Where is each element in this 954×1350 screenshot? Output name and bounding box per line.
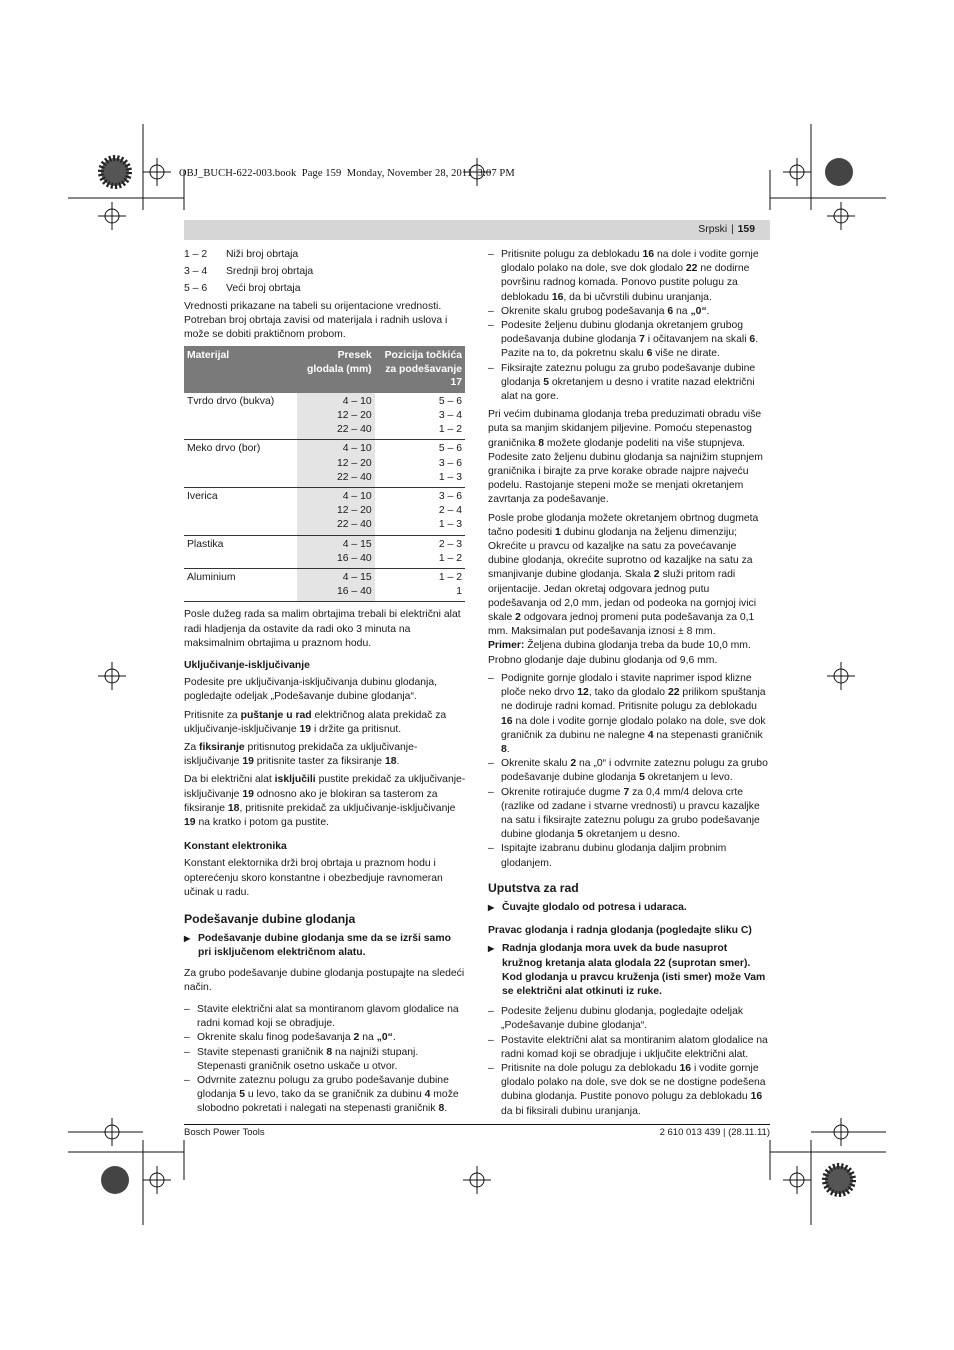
header-page xyxy=(600,220,755,240)
dash-bullet: – xyxy=(488,843,494,855)
list-item xyxy=(488,786,770,843)
direction-warning-text: Radnja glodanja mora uvek da bude nasuprot kružnog kretanja alata glodala 22 (suprotan smer). Kod glodanja u pravcu kruženja (isti smer) može Vam se električni alat otkinuti iz ruke. xyxy=(502,943,766,997)
speed-level-row xyxy=(184,248,466,262)
list-item xyxy=(184,1074,466,1117)
onoff-p2: Pritisnite za puštanje u rad električnog alata prekidač za uključivanje-isključivanje 19 i držite ga pritisnut. xyxy=(184,709,447,735)
list-item-text: Pritisnite na dole polugu za deblokadu 16 i vodite gornje glodalo polako na dole, sve dok se ne dostigne podešena dubina glodanja. Pustite ponovo polugu za deblokadu 16 da bi fiksirali dubinu uranjanja. xyxy=(501,1062,766,1117)
list-item-text: Postavite električni alat sa montiranim alatom glodalice na radni komad koji se obradjuje i uključite električni alat. xyxy=(501,1034,768,1060)
list-item-text: Okrenite skalu grubog podešavanja 6 na „0“. xyxy=(501,305,710,317)
list-item-text: Pritisnite polugu za deblokadu 16 na dole i vodite gornje glodalo polako na dole, sve dok glodalo 22 ne dodirne površinu radnog komada. Ponovo pustite polugu za deblokadu 16, da bi učvrstili dubinu uranjanja. xyxy=(501,249,759,303)
table-row xyxy=(184,440,465,488)
dash-bullet: – xyxy=(488,305,494,317)
dash-bullet: – xyxy=(488,758,494,770)
cell-position: 3 – 6 2 – 4 1 – 3 xyxy=(375,487,465,535)
warning-triangle-icon: ▶ xyxy=(488,944,495,954)
const-paragraph: Konstant elektornika drži broj obrtaja u praznom hodu i opterećenju skoro konstantne i obezbedjuje ravnomeran učinak u radu. xyxy=(184,858,443,898)
dash-bullet: – xyxy=(488,1062,494,1074)
speed-level-row xyxy=(184,282,466,296)
list-item xyxy=(488,757,770,785)
list-item-text: Fiksirajte zateznu polugu za grubo podešavanje dubine glodanja 5 okretanjem u desno i vratite nazad električni alat na gore. xyxy=(501,362,756,403)
speed-level-label: Niži broj obrtaja xyxy=(226,249,299,260)
depth-warning-text: Podešavanje dubine glodanja sme da se izrši samo pri isključenom električnom alatu. xyxy=(198,933,451,959)
direction-warning xyxy=(488,942,770,999)
trial-paragraph: Posle probe glodanja možete okretanjem obrtnog dugmeta tačno podesiti 1 dubinu glodanja na željenu dimenziju; Okrećite u pravcu od kazaljke na satu za povećavanje dubine glodanja, okrećite suprotno od kazaljke na satu za smanjivanje dubine glodanja. Skala 2 služi pritom radi orijentacije. Jedan okretaj odgovara jednog putu podešavanja od 2,0 mm, jedan od podeoka na gornjoj ivici skale 2 odgovara jednoj promeni puta podešavanja za 0,1 mm. Maksimalan put podešavanja iznosi ± 8 mm. xyxy=(488,512,759,638)
steps-a xyxy=(488,248,770,404)
list-item xyxy=(488,1005,770,1033)
dash-bullet: – xyxy=(488,672,494,684)
depth-warning xyxy=(184,932,466,960)
list-item xyxy=(488,1034,770,1062)
list-item-text: Stavite stepenasti graničnik 8 na najniži stupanj. Stepenasti graničnik osetno uskače u otvor. xyxy=(197,1046,419,1072)
steps-b xyxy=(488,672,770,871)
onoff-p4: Da bi električni alat isključili pustite prekidač za uključivanje-isključivanje 19 odnosno ako je blokiran sa tasterom za fiksiranje 18, pritisnite prekidač za uključivanje-isključivanje 19 na kratko i potom ga pustite. xyxy=(184,774,466,828)
cell-material: Iverica xyxy=(184,487,297,535)
dash-bullet: – xyxy=(184,1075,190,1087)
header-page-number: 159 xyxy=(737,224,755,235)
cell-diameter: 4 – 15 16 – 40 xyxy=(297,568,374,601)
print-info: OBJ_BUCH-622-003.book Page 159 Monday, November 28, 2011 3:07 PM xyxy=(179,168,515,179)
cell-material: Plastika xyxy=(184,535,297,568)
list-item xyxy=(184,1046,466,1074)
speed-level-label: Veći broj obrtaja xyxy=(226,283,301,295)
list-item xyxy=(488,842,770,870)
usage-warning-text: Čuvajte glodalo od potresa i udaraca. xyxy=(502,901,687,913)
dash-bullet: – xyxy=(184,1046,190,1058)
depth-intro: Za grubo podešavanje dubine glodanja postupajte na sledeći način. xyxy=(184,967,465,993)
dash-bullet: – xyxy=(184,1004,190,1016)
list-item xyxy=(488,1062,770,1119)
cell-diameter: 4 – 10 12 – 20 22 – 40 xyxy=(297,487,374,535)
cell-position: 5 – 6 3 – 6 1 – 3 xyxy=(375,440,465,488)
footer-left: Bosch Power Tools xyxy=(184,1127,265,1138)
dash-bullet: – xyxy=(488,249,494,260)
table-header-position: Pozicija točkića za podešavanje 17 xyxy=(375,346,465,393)
table-row xyxy=(184,393,465,440)
steps-c xyxy=(488,1005,770,1119)
dash-bullet: – xyxy=(488,1006,494,1018)
list-item-text: Stavite električni alat sa montiranom glavom glodalice na radni komad koji se obradjuje. xyxy=(197,1004,459,1030)
cell-diameter: 4 – 15 16 – 40 xyxy=(297,535,374,568)
list-item xyxy=(488,248,770,305)
table-row xyxy=(184,535,465,568)
const-title: Konstant elektronika xyxy=(184,841,287,853)
list-item xyxy=(488,305,770,319)
dash-bullet: – xyxy=(488,1034,494,1046)
list-item xyxy=(184,1003,466,1031)
cell-material: Aluminium xyxy=(184,568,297,601)
example-paragraph: Primer: Željena dubina glodanja treba da bude 10,0 mm. Probno glodanje daje dubinu glodanja od 9,6 mm. xyxy=(488,640,751,666)
usage-title: Uputstva za rad xyxy=(488,880,579,895)
footer-right: 2 610 013 439 | (28.11.11) xyxy=(659,1127,770,1138)
cell-position: 1 – 2 1 xyxy=(375,568,465,601)
speed-level-key: 1 – 2 xyxy=(184,249,208,260)
list-item-text: Okrenite rotirajuće dugme 7 za 0,4 mm/4 delova crte (razlike od zadane i stvarne vrednosti) u pravcu kazaljke na satu i fiksirajte zateznu polugu za grubo podešavanje dubine glodanja 5 okretanjem u desno. xyxy=(501,786,760,841)
dash-bullet: – xyxy=(488,320,494,332)
speed-level-row xyxy=(184,265,466,279)
list-item-text: Podesite željenu dubinu glodanja, pogledajte odeljak „Podešavanje dubine glodanja“. xyxy=(501,1006,744,1032)
speed-levels xyxy=(184,248,466,297)
onoff-title: Uključivanje-isključivanje xyxy=(184,659,310,671)
list-item xyxy=(488,362,770,405)
depth-title: Podešavanje dubine glodanja xyxy=(184,912,356,927)
right-column xyxy=(488,248,770,1119)
warning-triangle-icon: ▶ xyxy=(488,902,495,912)
after-table-paragraph: Posle dužeg rada sa malim obrtajima trebali bi električni alat radi hladjenja da ostavite da radi oko 3 minuta na maksimalnim obrtajima u praznom hodu. xyxy=(184,609,461,649)
dash-bullet: – xyxy=(488,786,494,798)
warning-triangle-icon: ▶ xyxy=(184,934,191,944)
multi-paragraph: Pri većim dubinama glodanja treba preduzimati obradu više puta sa manjim skidanjem piljevine. Pomoću stepenastog graničnika 8 možete glodanje podeliti na više stupnjeva. Podesite zato željenu dubinu glodanja sa najnižim stupnjem graničnika i birajte za prve korake obrade najpre najveću podelu. Rastojanje stepeni može se menjati okretanjem zavrtanja za podešavanje. xyxy=(488,409,763,506)
list-item-text: Odvrnite zateznu polugu za grubo podešavanje dubine glodanja 5 u levo, tako da se graničnik za dubinu 4 može slobodno pokretati i nalegati na stepenasti graničnik 8. xyxy=(197,1075,459,1115)
speed-level-label: Srednji broj obrtaja xyxy=(226,266,314,278)
usage-warning xyxy=(488,901,770,915)
material-table xyxy=(184,346,465,602)
dash-bullet: – xyxy=(488,362,494,374)
list-item xyxy=(184,1031,466,1045)
header-separator: | xyxy=(731,224,734,235)
cell-diameter: 4 – 10 12 – 20 22 – 40 xyxy=(297,393,374,440)
list-item xyxy=(488,672,770,757)
list-item-text: Podignite gornje glodalo i stavite naprimer ispod klizne ploče neko drvo 12, tako da glodalo 22 prilikom spuštanja ne dodiruje radni komad. Pritisnite polugu za deblokadu 16 na dole i vodite gornje glodalo polako na dole, sve dok graničnik za dubinu ne nalegne 4 na stepenasti graničnik 8. xyxy=(501,672,766,755)
table-row xyxy=(184,568,465,601)
table-header-diameter: Presek glodala (mm) xyxy=(297,346,374,393)
speed-level-key: 5 – 6 xyxy=(184,283,208,295)
cell-material: Tvrdo drvo (bukva) xyxy=(184,393,297,440)
left-column xyxy=(184,248,466,1117)
onoff-p3: Za fiksiranje pritisnutog prekidača za uključivanje-isključivanje 19 pritisnite taster za fiksiranje 18. xyxy=(184,741,418,768)
dash-bullet: – xyxy=(184,1032,190,1044)
intro-paragraph: Vrednosti prikazane na tabeli su orijentacione vrednosti. Potreban broj obrtaja zavisi od materijala i radnih uslova i može se dobiti praktičnom probom. xyxy=(184,300,448,341)
table-row xyxy=(184,487,465,535)
cell-position: 5 – 6 3 – 4 1 – 2 xyxy=(375,393,465,440)
table-header-material: Materijal xyxy=(184,346,297,393)
list-item-text: Okrenite skalu finog podešavanja 2 na „0“. xyxy=(197,1032,396,1044)
cell-position: 2 – 3 1 – 2 xyxy=(375,535,465,568)
cell-material: Meko drvo (bor) xyxy=(184,440,297,488)
list-item-text: Podesite željenu dubinu glodanja okretanjem grubog podešavanja dubine glodanja 7 i očitavanjem na skali 6. Pazite na to, da pokretnu skalu 6 više ne dirate. xyxy=(501,320,759,360)
table-header-row xyxy=(184,346,465,393)
cell-diameter: 4 – 10 12 – 20 22 – 40 xyxy=(297,440,374,488)
list-item-text: Okrenite skalu 2 na „0“ i odvrnite zateznu polugu za grubo podešavanje dubine glodanja 5 okretanjem u levo. xyxy=(501,758,768,784)
speed-level-key: 3 – 4 xyxy=(184,266,208,278)
footer-rule xyxy=(184,1124,770,1125)
list-item-text: Ispitajte izabranu dubinu glodanja daljim probnim glodanjem. xyxy=(501,843,727,869)
direction-title: Pravac glodanja i radnja glodanja (pogledajte sliku C) xyxy=(488,925,752,937)
header-language: Srpski xyxy=(698,224,728,235)
list-item xyxy=(488,319,770,362)
onoff-p1: Podesite pre uključivanja-isključivanja dubinu glodanja, pogledajte odeljak „Podešavanje dubine glodanja“. xyxy=(184,677,437,703)
depth-steps xyxy=(184,1003,466,1117)
